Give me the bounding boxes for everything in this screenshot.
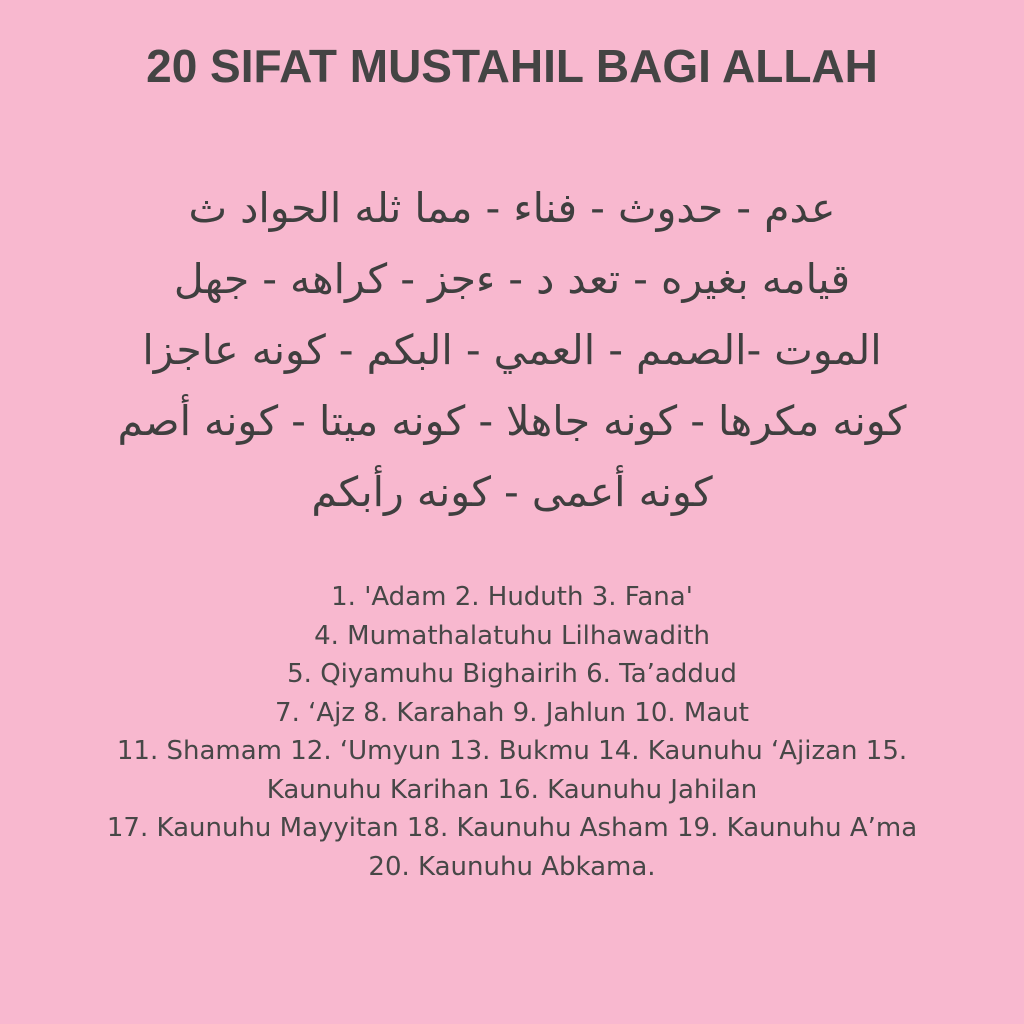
transliteration-line: 17. Kaunuhu Mayyitan 18. Kaunuhu Asham 19. Kaunuhu A’ma bbox=[106, 813, 918, 843]
transliteration-line: 1. 'Adam 2. Huduth 3. Fana' bbox=[331, 582, 693, 612]
arabic-line: كونه أعمى - كونه رأبكم bbox=[311, 468, 713, 516]
transliteration-line: 4. Mumathalatuhu Lilhawadith bbox=[314, 620, 710, 651]
transliteration-line: 20. Kaunuhu Abkama. bbox=[368, 851, 656, 882]
transliteration-line: Kaunuhu Karihan 16. Kaunuhu Jahilan bbox=[266, 774, 758, 805]
arabic-line: عدم - حدوث - فناء - مما ثله الحواد ث bbox=[188, 184, 836, 232]
arabic-text-block bbox=[40, 173, 984, 528]
arabic-line: قيامه بغيره - تعد د - ءجز - كراهه - جهل bbox=[173, 255, 851, 303]
arabic-line: كونه مكرها - كونه جاهلا - كونه ميتا - كونه أصم bbox=[117, 397, 907, 445]
transliteration-line: 5. Qiyamuhu Bighairih 6. Ta’addud bbox=[287, 659, 737, 689]
transliteration-list bbox=[30, 578, 994, 886]
transliteration-line: 7. ‘Ajz 8. Karahah 9. Jahlun 10. Maut bbox=[275, 697, 749, 728]
transliteration-line: 11. Shamam 12. ‘Umyun 13. Bukmu 14. Kaunuhu ‘Ajizan 15. bbox=[116, 736, 908, 766]
arabic-line: الموت -الصمم - العمي - البكم - كونه عاجزا bbox=[142, 326, 882, 374]
poster-title: 20 SIFAT MUSTAHIL BAGI ALLAH bbox=[146, 40, 878, 92]
